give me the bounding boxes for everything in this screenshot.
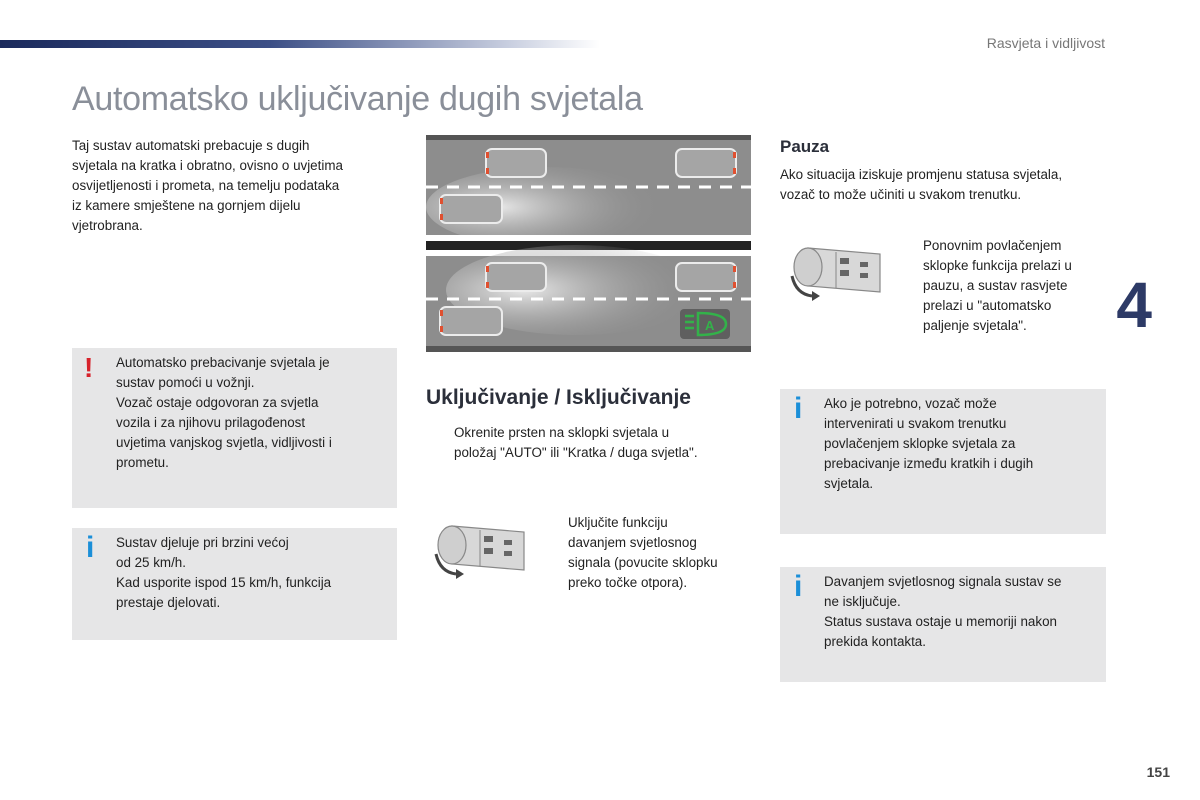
text-line: ne isključuje.: [824, 594, 901, 609]
text-line: svjetala na kratka i obratno, ovisno o uvjetima: [72, 158, 343, 173]
text-line: pauzu, a sustav rasvjete: [923, 278, 1068, 293]
text-line: vjetrobrana.: [72, 218, 143, 233]
info-icon: i: [794, 570, 803, 603]
info-box-speed: [72, 528, 397, 640]
text-line: Ako situacija iziskuje promjenu statusa svjetala,: [780, 167, 1063, 182]
text-line: uvjetima vanjskog svjetla, vidljivosti i: [116, 435, 332, 450]
pause-intro: [780, 165, 1110, 205]
text-line: Vozač ostaje odgovoran za svjetla: [116, 395, 319, 410]
text-line: povlačenjem sklopke svjetala za: [824, 436, 1016, 451]
info-icon: i: [794, 392, 803, 425]
pause-step: [923, 236, 1113, 336]
page-number: 151: [1146, 764, 1170, 780]
text-line: prestaje djelovati.: [116, 595, 221, 610]
onoff-step2: [568, 513, 758, 593]
info-box-memory: [780, 567, 1106, 682]
warning-icon: !: [84, 352, 94, 383]
info-text-speed: [116, 533, 391, 613]
text-line: intervenirati u svakom trenutku: [824, 416, 1007, 431]
text-line: prelazi u "automatsko: [923, 298, 1052, 313]
text-line: Status sustava ostaje u memoriji nakon: [824, 614, 1057, 629]
text-line: svjetala.: [824, 476, 874, 491]
pause-heading: Pauza: [780, 137, 830, 156]
text-line: Uključite funkciju: [568, 515, 668, 530]
text-line: vozila i za njihovu prilagođenost: [116, 415, 306, 430]
chapter-number: 4: [1116, 269, 1152, 341]
text-line: osvijetljenosti i prometa, na temelju podataka: [72, 178, 340, 193]
text-line: prometu.: [116, 455, 169, 470]
text-line: signala (povucite sklopku: [568, 555, 718, 570]
info-text-memory: [824, 572, 1104, 652]
text-line: davanjem svjetlosnog: [568, 535, 697, 550]
text-line: prebacivanje između kratkih i dugih: [824, 456, 1034, 471]
text-line: preko točke otpora).: [568, 575, 688, 590]
section-header: Rasvjeta i vidljivost: [986, 35, 1105, 51]
road-scene-image: [426, 135, 751, 352]
road-illustration: [426, 135, 751, 352]
svg-text:A: A: [705, 318, 715, 333]
text-line: Taj sustav automatski prebacuje s dugih: [72, 138, 310, 153]
info-box-manual: [780, 389, 1106, 534]
text-line: Ponovnim povlačenjem: [923, 238, 1062, 253]
info-icon: i: [86, 531, 95, 564]
text-line: Ako je potrebno, vozač može: [824, 396, 997, 411]
text-line: paljenje svjetala".: [923, 318, 1027, 333]
text-line: sklopke funkcija prelazi u: [923, 258, 1072, 273]
intro-paragraph: [72, 136, 402, 236]
text-line: Sustav djeluje pri brzini većoj: [116, 535, 289, 550]
header-accent-bar: [0, 40, 600, 48]
onoff-heading: Uključivanje / Isključivanje: [426, 386, 691, 409]
warning-text: [116, 353, 391, 473]
text-line: iz kamere smještene na gornjem dijelu: [72, 198, 301, 213]
text-line: Okrenite prsten na sklopki svjetala u: [454, 425, 670, 440]
text-line: Automatsko prebacivanje svjetala je: [116, 355, 330, 370]
text-line: sustav pomoći u vožnji.: [116, 375, 255, 390]
warning-box: [72, 348, 397, 508]
auto-high-beam-indicator-icon: [680, 309, 730, 339]
text-line: prekida kontakta.: [824, 634, 926, 649]
text-line: od 25 km/h.: [116, 555, 186, 570]
text-line: Davanjem svjetlosnog signala sustav se: [824, 574, 1062, 589]
onoff-step1: [454, 423, 754, 463]
lighting-stalk-icon: [784, 240, 884, 305]
page-title: Automatsko uključivanje dugih svjetala: [72, 80, 643, 118]
text-line: položaj "AUTO" ili "Kratka / duga svjetla".: [454, 445, 698, 460]
text-line: Kad usporite ispod 15 km/h, funkcija: [116, 575, 332, 590]
text-line: vozač to može učiniti u svakom trenutku.: [780, 187, 1022, 202]
info-text-manual: [824, 394, 1102, 494]
lighting-stalk-icon: [428, 518, 528, 583]
